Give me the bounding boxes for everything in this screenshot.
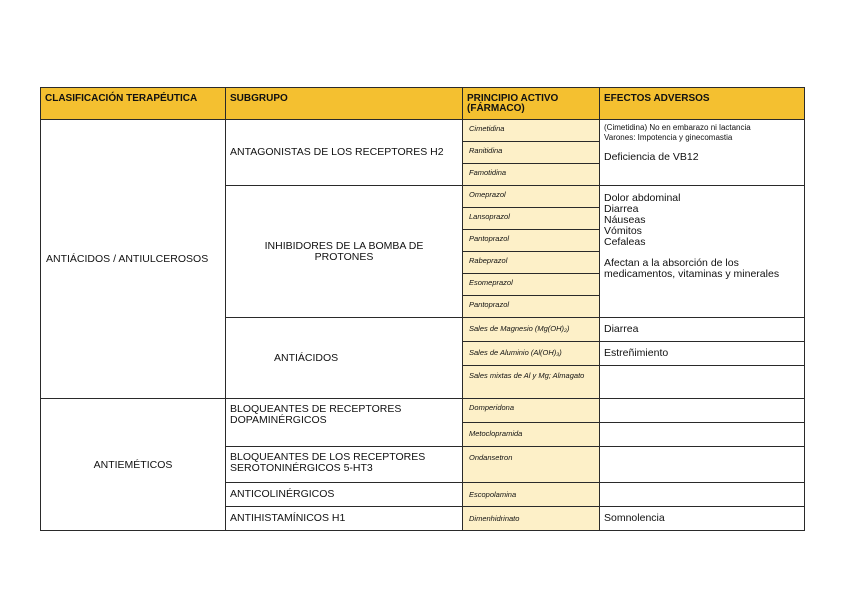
- drug-ondansetron: Ondansetron: [463, 447, 600, 483]
- effect-line: Cefaleas: [604, 236, 646, 248]
- effect-line: Diarrea: [604, 203, 639, 215]
- header-clasificacion: CLASIFICACIÓN TERAPÉUTICA: [41, 88, 226, 120]
- drug-pantoprazol: Pantoprazol: [463, 230, 600, 252]
- drug-metoclopramida: Metoclopramida: [463, 423, 600, 447]
- effect-empty: [600, 483, 805, 507]
- effect-diarrea: Diarrea: [600, 318, 805, 342]
- drug-famotidina: Famotidina: [463, 164, 600, 186]
- drug-sales-aluminio: Sales de Aluminio (Al(OH)₃): [463, 342, 600, 366]
- effect-empty: [600, 399, 805, 423]
- subgrupo-antiacidos: ANTIÁCIDOS: [226, 318, 463, 399]
- subgrupo-serotoninergicos: BLOQUEANTES DE LOS RECEPTORES SEROTONINÉRGICOS 5-HT3: [226, 447, 463, 483]
- table-row: [41, 399, 805, 423]
- drug-omeprazol: Omeprazol: [463, 186, 600, 208]
- drug-domperidona: Domperidona: [463, 399, 600, 423]
- drug-cimetidina: Cimetidina: [463, 120, 600, 142]
- effect-line: Deficiencia de VB12: [604, 151, 699, 163]
- effect-line: Náuseas: [604, 214, 646, 226]
- drug-sales-mixtas: Sales mixtas de Al y Mg; Almagato: [463, 366, 600, 399]
- drug-esomeprazol: Esomeprazol: [463, 274, 600, 296]
- effects-h2: [600, 120, 805, 186]
- effect-line: (Cimetidina) No en embarazo ni lactancia: [604, 123, 751, 132]
- clasificacion-antiacidos: ANTIÁCIDOS / ANTIULCEROSOS: [41, 120, 226, 399]
- effect-somnolencia: Somnolencia: [600, 507, 805, 531]
- drug-classification-table: [40, 87, 805, 531]
- drug-lansoprazol: Lansoprazol: [463, 208, 600, 230]
- subgrupo-antihistaminicos: ANTIHISTAMÍNICOS H1: [226, 507, 463, 531]
- effect-estrenimiento: Estreñimiento: [600, 342, 805, 366]
- drug-rabeprazol: Rabeprazol: [463, 252, 600, 274]
- effects-ibp: [600, 186, 805, 318]
- drug-dimenhidrinato: Dimenhidrinato: [463, 507, 600, 531]
- drug-escopolamina: Escopolamina: [463, 483, 600, 507]
- subgrupo-anticolinergicos: ANTICOLINÉRGICOS: [226, 483, 463, 507]
- header-principio: PRINCIPIO ACTIVO (FÁRMACO): [463, 88, 600, 120]
- effect-line: Dolor abdominal: [604, 192, 681, 204]
- effect-line: Varones: Impotencia y ginecomastia: [604, 133, 733, 142]
- clasificacion-antiemeticos: ANTIEMÉTICOS: [41, 399, 226, 531]
- subgrupo-ibp: INHIBIDORES DE LA BOMBA DE PROTONES: [226, 186, 463, 318]
- header-subgrupo: SUBGRUPO: [226, 88, 463, 120]
- subgrupo-dopaminergicos: BLOQUEANTES DE RECEPTORES DOPAMINÉRGICOS: [226, 399, 463, 447]
- table-row: [41, 120, 805, 142]
- header-row: [41, 88, 805, 120]
- effect-empty: [600, 366, 805, 399]
- effect-empty: [600, 447, 805, 483]
- effect-empty: [600, 423, 805, 447]
- drug-pantoprazol-2: Pantoprazol: [463, 296, 600, 318]
- subgrupo-h2: ANTAGONISTAS DE LOS RECEPTORES H2: [226, 120, 463, 186]
- effect-line: Vómitos: [604, 225, 642, 237]
- drug-sales-magnesio: Sales de Magnesio (Mg(OH)₂): [463, 318, 600, 342]
- drug-ranitidina: Ranitidina: [463, 142, 600, 164]
- header-efectos: EFECTOS ADVERSOS: [600, 88, 805, 120]
- effect-line: Afectan a la absorción de los medicamentos, vitaminas y minerales: [604, 257, 780, 280]
